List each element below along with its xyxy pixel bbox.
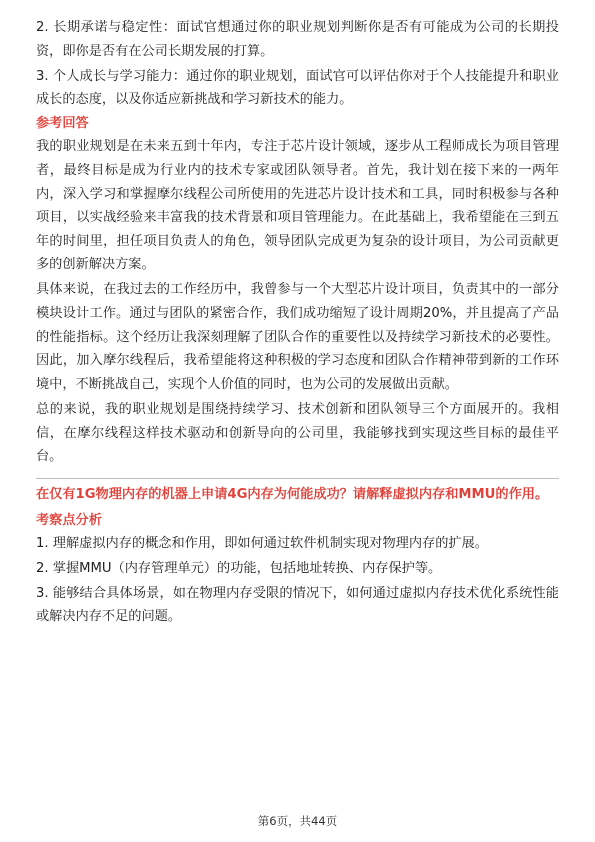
analysis-point-1: 1. 理解虚拟内存的概念和作用，即如何通过软件机制实现对物理内存的扩展。	[36, 535, 488, 551]
analysis-point-3: 3. 能够结合具体场景，如在物理内存受限的情况下，如何通过虚拟内存技术优化系统性能或解决内存不足的问题。	[36, 585, 559, 625]
analysis-heading: 考察点分析	[36, 512, 102, 528]
document-page	[36, 16, 559, 631]
analysis-point-2: 2. 掌握MMU（内存管理单元）的功能，包括地址转换、内存保护等。	[36, 560, 442, 576]
reference-paragraph: 我的职业规划是在未来五到十年内，专注于芯片设计领域，逐步从工程师成长为项目管理者，最终目标是成为行业内的技术专家或团队领导者。首先，我计划在接下来的一两年内，深入学习和掌握摩尔线程公司所使用的先进芯片设计技术和工具，同时积极参与各种项目，以实战经验来丰富我的技术背景和项目管理能力。在此基础上，我希望能在三到五年的时间里，担任项目负责人的角色，领导团队完成更为复杂的设计项目，为公司贡献更多的创新解决方案。	[36, 139, 559, 273]
intro-point-3: 3. 个人成长与学习能力：通过你的职业规划，面试官可以评估你对于个人技能提升和职业成长的态度，以及你适应新挑战和学习新技术的能力。	[36, 68, 559, 108]
reference-paragraph: 具体来说，在我过去的工作经历中，我曾参与一个大型芯片设计项目，负责其中的一部分模块设计工作。通过与团队的紧密合作，我们成功缩短了设计周期20%，并且提高了产品的性能指标。这个经历让我深刻理解了团队合作的重要性以及持续学习新技术的必要性。因此，加入摩尔线程后，我希望能将这种积极的学习态度和团队合作精神带到新的工作环境中，不断挑战自己，实现个人价值的同时，也为公司的发展做出贡献。	[36, 282, 559, 392]
intro-point-2: 2. 长期承诺与稳定性：面试官想通过你的职业规划判断你是否有可能成为公司的长期投资，即你是否有在公司长期发展的打算。	[36, 20, 559, 59]
question-title: 在仅有1G物理内存的机器上申请4G内存为何能成功？请解释虚拟内存和MMU的作用。	[36, 486, 549, 502]
reference-paragraph: 总的来说，我的职业规划是围绕持续学习、技术创新和团队领导三个方面展开的。我相信，在摩尔线程这样技术驱动和创新导向的公司里，我能够找到实现这些目标的最佳平台。	[36, 401, 559, 465]
page-number: 第6页，共44页	[257, 814, 338, 828]
section-divider	[36, 478, 559, 479]
reference-answer-heading: 参考回答	[36, 116, 89, 132]
